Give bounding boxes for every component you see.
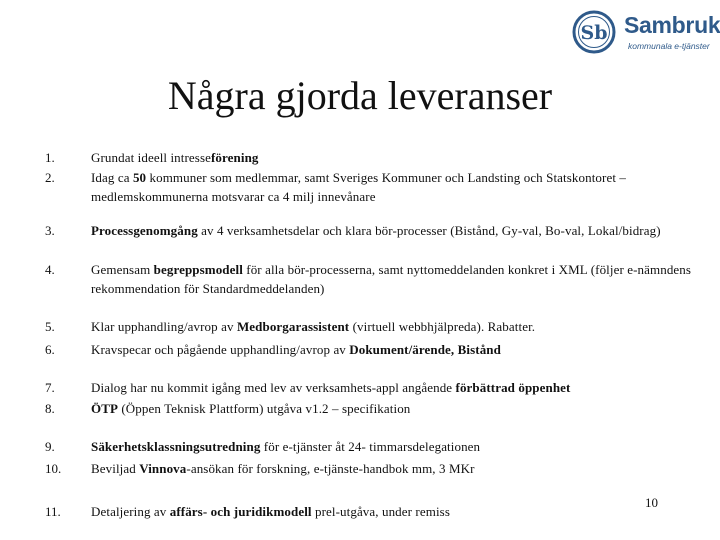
page-number: 10 bbox=[645, 495, 658, 510]
bold-segment: 50 bbox=[132, 170, 147, 185]
sambruk-logo bbox=[572, 10, 720, 54]
item-number: 1. bbox=[45, 150, 55, 165]
bold-segment: Säkerhetsklassningsutredning bbox=[91, 439, 261, 454]
list-item bbox=[91, 399, 701, 418]
item-number: 10. bbox=[45, 461, 62, 476]
text-segment: Klar upphandling/avrop av bbox=[91, 319, 237, 334]
bold-segment: förbättrad öppenhet bbox=[455, 380, 571, 395]
text-segment: Grundat ideell intresse bbox=[91, 150, 211, 165]
list-item bbox=[91, 437, 701, 456]
text-segment: Gemensam bbox=[91, 262, 154, 277]
item-number: 9. bbox=[45, 439, 55, 454]
list-item bbox=[91, 340, 701, 359]
logo-monogram: Sb bbox=[580, 22, 608, 44]
item-number: 6. bbox=[45, 342, 55, 357]
page-title: Några gjorda leveranser bbox=[167, 73, 553, 118]
item-number: 11. bbox=[45, 504, 61, 519]
text-segment: för alla bör-processerna, samt nyttomeddelanden konkret i XML (följer e-nämndens rekommendation för Standardmeddelanden) bbox=[91, 262, 692, 296]
text-segment: (Öppen Teknisk Plattform) utgåva v1.2 – specifikation bbox=[118, 401, 411, 416]
list-item bbox=[91, 502, 701, 521]
list-item bbox=[91, 260, 701, 298]
item-number: 5. bbox=[45, 319, 55, 334]
list-item bbox=[91, 317, 701, 336]
item-number: 7. bbox=[45, 380, 55, 395]
bold-segment: Vinnova bbox=[139, 461, 187, 476]
text-segment: av 4 verksamhetsdelar och klara bör-processer (Bistånd, Gy-val, Bo-val, Lokal/bidrag) bbox=[197, 223, 661, 238]
text-segment: för e-tjänster åt 24- timmarsdelegationen bbox=[260, 439, 481, 454]
text-segment: Detaljering av bbox=[91, 504, 170, 519]
text-segment: Idag ca bbox=[91, 170, 133, 185]
item-number: 8. bbox=[45, 401, 55, 416]
text-segment: Dialog har nu kommit igång med lev av verksamhets-appl angående bbox=[91, 380, 456, 395]
list-item bbox=[91, 459, 701, 478]
item-number: 4. bbox=[45, 262, 55, 277]
list-item bbox=[91, 378, 701, 397]
logo-tagline: kommunala e-tjänster bbox=[628, 41, 710, 51]
text-segment: -ansökan för forskning, e-tjänste-handbok mm, 3 MKr bbox=[186, 461, 475, 476]
list-item bbox=[91, 168, 701, 206]
bold-segment: förening bbox=[211, 150, 259, 165]
item-number: 2. bbox=[45, 170, 55, 185]
text-segment: prel-utgåva, under remiss bbox=[311, 504, 450, 519]
item-number: 3. bbox=[45, 223, 55, 238]
bold-segment: Dokument/ärende, Bistånd bbox=[349, 342, 501, 357]
sambruk-monogram-icon bbox=[572, 10, 616, 54]
list-item bbox=[91, 148, 701, 167]
logo-name: Sambruk bbox=[624, 12, 720, 38]
bold-segment: begreppsmodell bbox=[153, 262, 243, 277]
bold-segment: affärs- och juridikmodell bbox=[169, 504, 312, 519]
list-item bbox=[91, 221, 701, 240]
bold-segment: Processgenomgång bbox=[91, 223, 198, 238]
bold-segment: ÖTP bbox=[91, 401, 119, 416]
bold-segment: Medborgarassistent bbox=[236, 319, 350, 334]
text-segment: Beviljad bbox=[91, 461, 140, 476]
text-segment: Kravspecar och pågående upphandling/avrop av bbox=[91, 342, 350, 357]
text-segment: kommuner som medlemmar, samt Sveriges Kommuner och Landsting och Statskontoret – medlemskommunerna motsvarar ca 4 milj innevånare bbox=[91, 170, 626, 204]
text-segment: (virtuell webbhjälpreda). Rabatter. bbox=[349, 319, 536, 334]
